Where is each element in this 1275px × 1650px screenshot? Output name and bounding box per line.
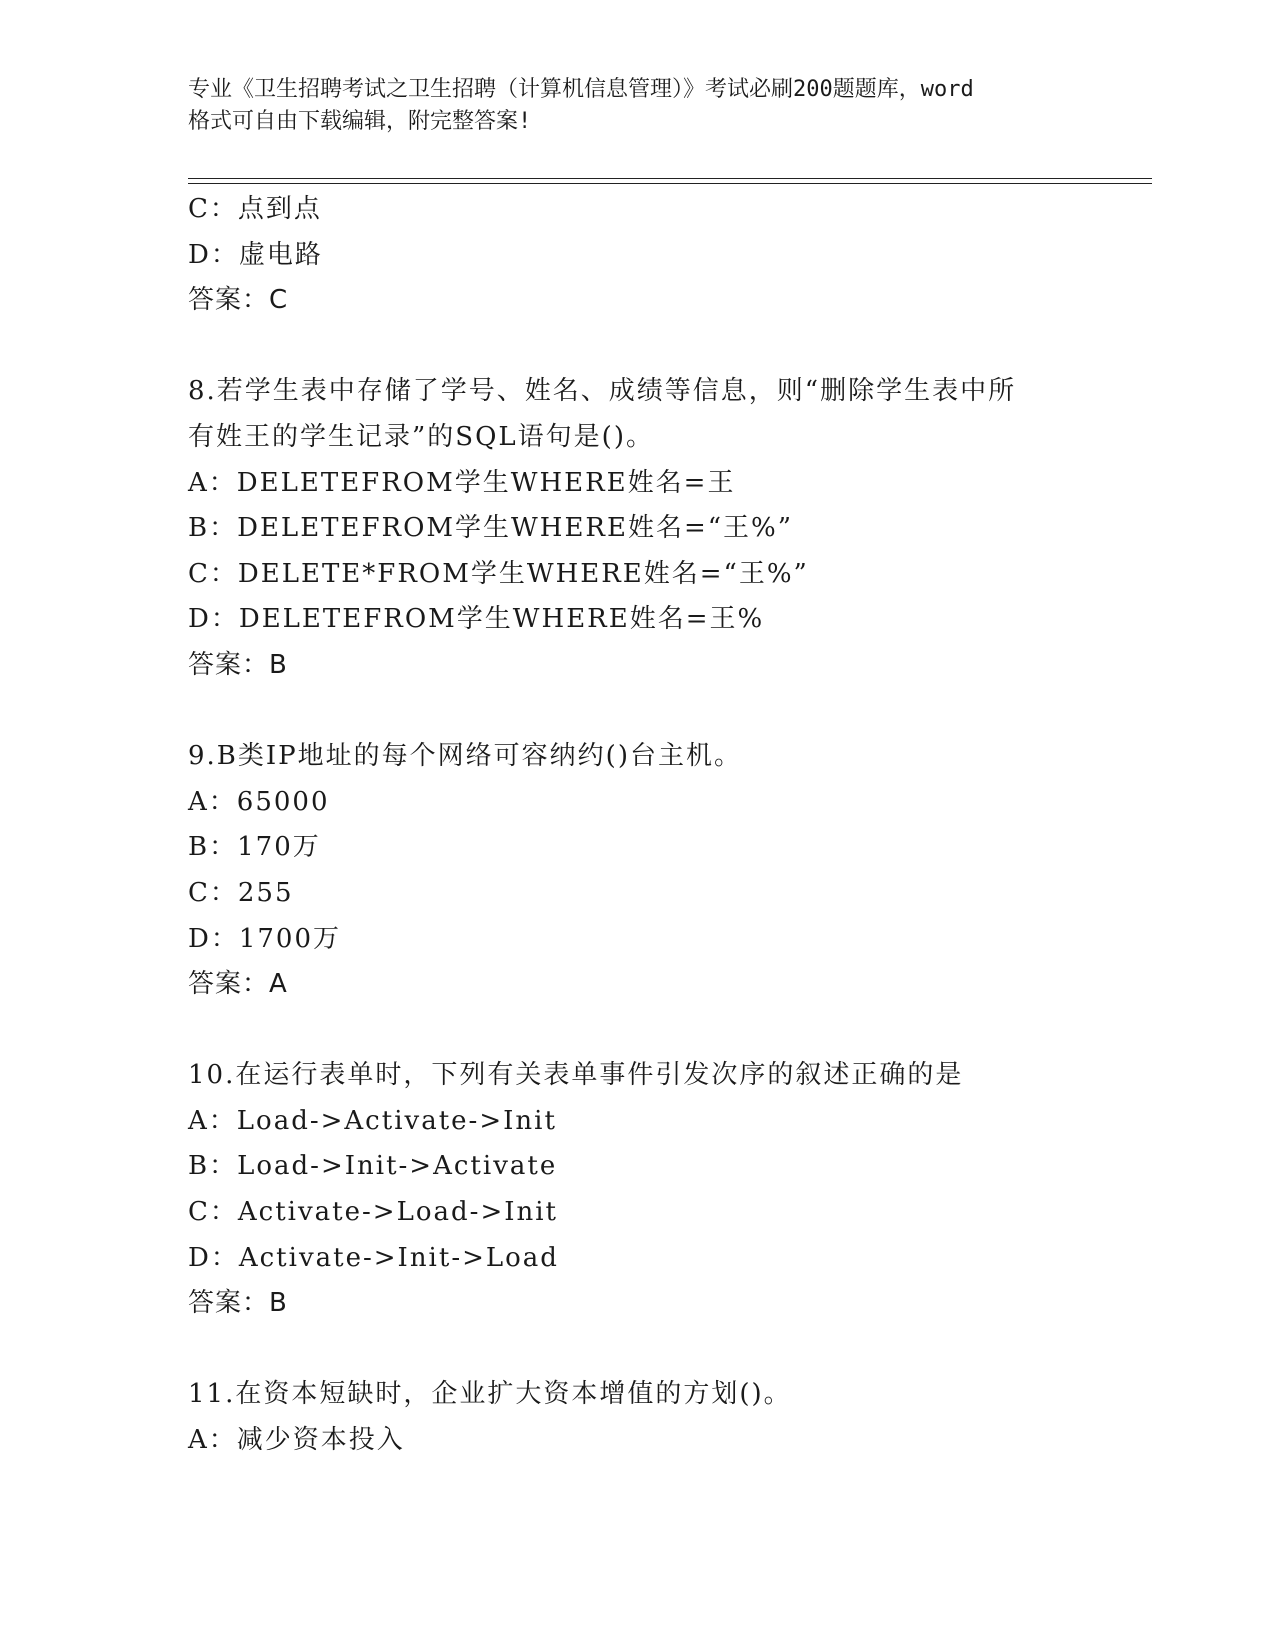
option-d: D：Activate->Init->Load — [188, 1242, 559, 1273]
header-title-line-1: 专业《卫生招聘考试之卫生招聘（计算机信息管理）》考试必刷200题题库，word — [188, 77, 974, 102]
option-b: B：Load->Init->Activate — [188, 1151, 558, 1182]
question-7-tail — [188, 187, 1148, 324]
option-c: C：DELETE*FROM学生WHERE姓名=“王%” — [188, 558, 809, 589]
answer-label: 答案：C — [188, 285, 289, 316]
option-d: D：1700万 — [188, 923, 342, 954]
option-a: A：Load->Activate->Init — [188, 1105, 557, 1136]
question-stem: 11.在资本短缺时，企业扩大资本增值的方划()。 — [188, 1379, 792, 1410]
answer-label: 答案：B — [188, 649, 288, 680]
spacer — [188, 1327, 1148, 1373]
option-c: C：点到点 — [188, 194, 322, 224]
question-body — [188, 187, 1148, 1464]
option-c: C：Activate->Load->Init — [188, 1197, 559, 1228]
document-header — [188, 74, 1088, 138]
question-stem: 10.在运行表单时，下列有关表单事件引发次序的叙述正确的是 — [188, 1060, 964, 1091]
question-stem: 有姓王的学生记录”的SQL语句是()。 — [188, 421, 654, 452]
header-divider-top — [188, 178, 1152, 179]
option-b: B：DELETEFROM学生WHERE姓名=“王%” — [188, 513, 794, 544]
question-10 — [188, 1053, 1148, 1327]
header-divider-bottom — [188, 183, 1152, 184]
option-a: A：65000 — [188, 786, 330, 817]
header-title-line-2: 格式可自由下载编辑，附完整答案! — [188, 109, 532, 134]
answer-label: 答案：A — [188, 969, 288, 1000]
spacer — [188, 324, 1148, 370]
option-b: B：170万 — [188, 832, 321, 863]
option-a: A：DELETEFROM学生WHERE姓名=王 — [188, 467, 736, 498]
option-a: A：减少资本投入 — [188, 1425, 405, 1456]
question-9 — [188, 734, 1148, 1008]
answer-label: 答案：B — [188, 1288, 288, 1319]
question-8 — [188, 369, 1148, 688]
question-stem: 9.B类IP地址的每个网络可容纳约()台主机。 — [188, 741, 742, 772]
question-11 — [188, 1372, 1148, 1463]
spacer — [188, 689, 1148, 735]
option-d: D：虚电路 — [188, 239, 323, 270]
option-d: D：DELETEFROM学生WHERE姓名=王% — [188, 604, 765, 635]
option-c: C：255 — [188, 877, 294, 908]
question-stem: 8.若学生表中存储了学号、姓名、成绩等信息，则“删除学生表中所 — [188, 376, 1017, 407]
spacer — [188, 1008, 1148, 1054]
